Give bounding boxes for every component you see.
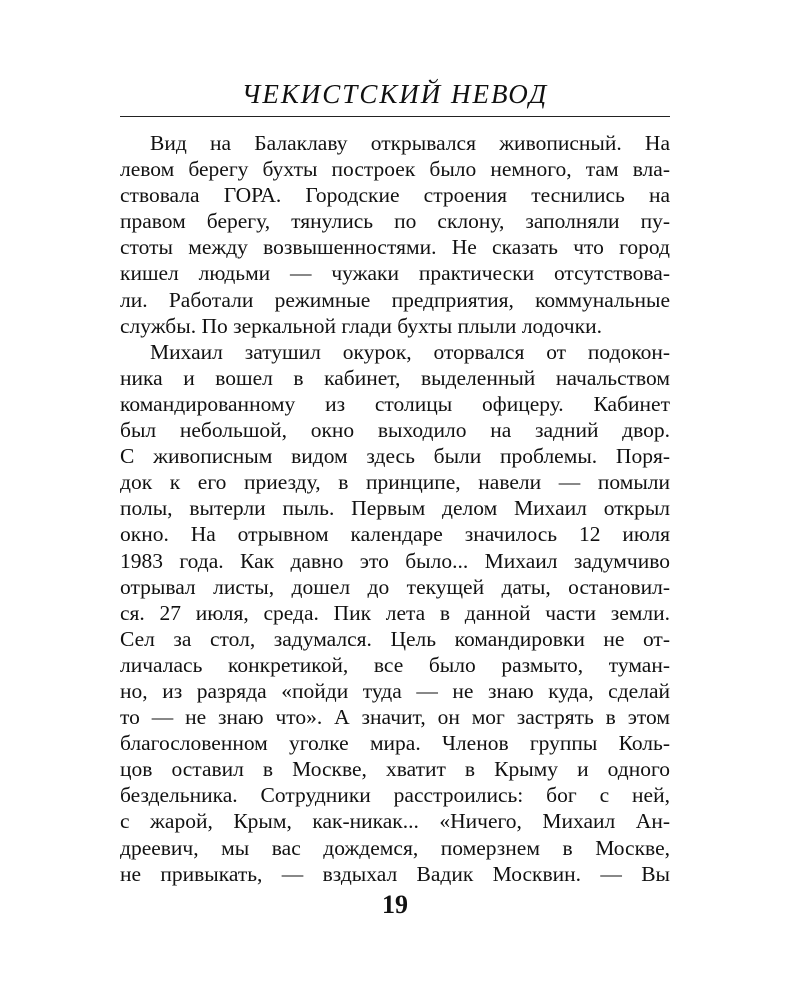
text-line: с жарой, Крым, как-никак... «Ничего, Михаил Ан- [120,809,670,834]
text-line: командированному из столицы офицеру. Кабинет [120,391,670,416]
text-line: ли. Работали режимные предприятия, коммунальные [120,287,670,312]
running-title: ЧЕКИСТСКИЙ НЕВОД [241,79,549,109]
text-line: личалась конкретикой, все было размыто, туман- [120,652,670,677]
text-line: Вид на Балаклаву открывался живописный. На [150,131,670,155]
text-line: дреевич, мы вас дождемся, померзнем в Москве, [120,835,670,860]
text-line: ствовала ГОРА. Городские строения теснились на [120,183,670,208]
text-line: левом берегу бухты построек было немного, там вла- [120,157,670,182]
text-line: бездельника. Сотрудники расстроились: бог с ней, [120,783,670,808]
text-line: 1983 года. Как давно это было... Михаил задумчиво [120,548,670,573]
text-line: окно. На отрывном календаре значилось 12 июля [120,522,670,547]
text-line: цов оставил в Москве, хватит в Крыму и одного [120,757,670,782]
body-text [120,130,670,887]
text-line: ся. 27 июля, среда. Пик лета в данной части земли. [120,600,670,625]
page-number: 19 [382,890,408,919]
text-line: кишел людьми — чужаки практически отсутствова- [120,261,670,286]
text-line: то — не знаю что». А значит, он мог застрять в этом [120,705,670,730]
text-line: не привыкать, — вздыхал Вадик Москвин. — Вы [120,861,670,886]
text-line: ника и вошел в кабинет, выделенный начальством [120,365,670,390]
text-line: полы, вытерли пыль. Первым делом Михаил открыл [120,496,670,521]
text-line: благословенном уголке мира. Членов группы Коль- [120,731,670,756]
text-line: был небольшой, окно выходило на задний двор. [120,418,670,443]
text-line: службы. По зеркальной глади бухты плыли лодочки. [120,313,602,338]
text-line: Михаил затушил окурок, оторвался от подокон- [150,339,670,364]
text-line: стоты между возвышенностями. Не сказать что город [120,235,670,260]
text-line: док к его приезду, в принципе, навели — помыли [120,470,670,495]
text-line: С живописным видом здесь были проблемы. Поря- [120,444,670,469]
text-line: правом берегу, тянулись по склону, заполняли пу- [120,209,670,234]
text-line: отрывал листы, дошел до текущей даты, остановил- [120,574,670,599]
text-line: но, из разряда «пойди туда — не знаю куда, сделай [120,678,670,703]
header-rule [120,116,670,117]
text-line: Сел за стол, задумался. Цель командировки не от- [120,626,670,651]
